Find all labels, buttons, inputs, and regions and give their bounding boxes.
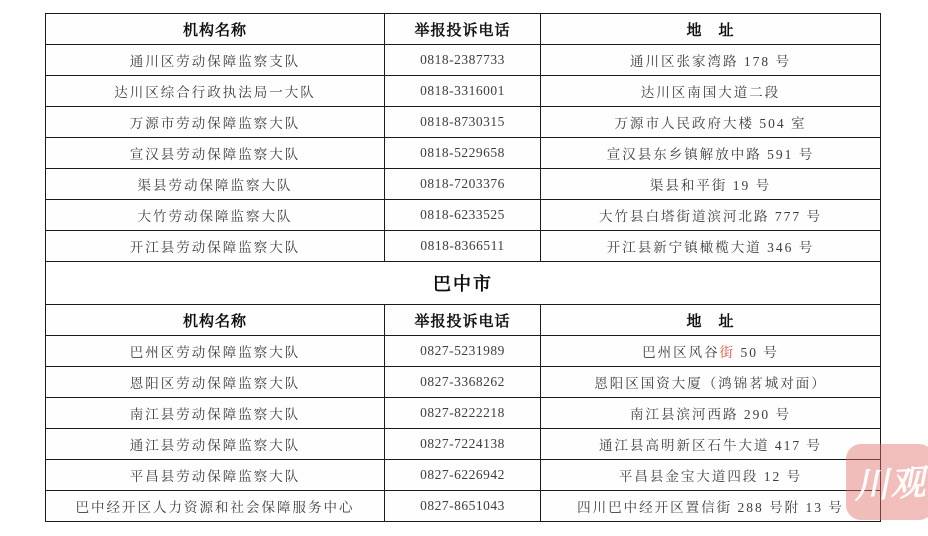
phone-cell: 0827-3368262 <box>385 367 541 398</box>
supervision-contact-table <box>45 13 881 522</box>
org-name-cell: 通江县劳动保障监察大队 <box>46 429 385 460</box>
org-name-cell: 通川区劳动保障监察支队 <box>46 45 385 76</box>
address-cell: 达川区南国大道二段 <box>541 76 881 107</box>
table-row <box>46 429 881 460</box>
org-name-cell: 大竹劳动保障监察大队 <box>46 200 385 231</box>
table-header-row <box>46 14 881 45</box>
address-cell: 平昌县金宝大道四段 12 号 <box>541 460 881 491</box>
section-title-bazhong: 巴中市 <box>46 262 881 305</box>
org-name-cell: 平昌县劳动保障监察大队 <box>46 460 385 491</box>
address-cell: 开江县新宁镇橄榄大道 346 号 <box>541 231 881 262</box>
table-row <box>46 398 881 429</box>
phone-cell: 0818-5229658 <box>385 138 541 169</box>
org-name-cell: 南江县劳动保障监察大队 <box>46 398 385 429</box>
address-cell: 通江县高明新区石牛大道 417 号 <box>541 429 881 460</box>
col-header-address: 地 址 <box>541 305 881 336</box>
table-row <box>46 491 881 522</box>
address-cell: 大竹县白塔街道滨河北路 777 号 <box>541 200 881 231</box>
org-name-cell: 巴州区劳动保障监察大队 <box>46 336 385 367</box>
address-cell: 南江县滨河西路 290 号 <box>541 398 881 429</box>
phone-cell: 0827-8651043 <box>385 491 541 522</box>
phone-cell: 0827-7224138 <box>385 429 541 460</box>
chuanguan-watermark-logo <box>846 444 928 520</box>
address-cell: 四川巴中经开区置信街 288 号附 13 号 <box>541 491 881 522</box>
phone-cell: 0827-6226942 <box>385 460 541 491</box>
org-name-cell: 宣汉县劳动保障监察大队 <box>46 138 385 169</box>
address-cell: 恩阳区国资大厦（鸿锦茗城对面） <box>541 367 881 398</box>
table-row <box>46 45 881 76</box>
address-cell: 渠县和平街 19 号 <box>541 169 881 200</box>
address-cell <box>541 336 881 367</box>
org-name-cell: 达川区综合行政执法局一大队 <box>46 76 385 107</box>
table-row <box>46 460 881 491</box>
org-name-cell: 渠县劳动保障监察大队 <box>46 169 385 200</box>
org-name-cell: 万源市劳动保障监察大队 <box>46 107 385 138</box>
org-name-cell: 恩阳区劳动保障监察大队 <box>46 367 385 398</box>
col-header-org: 机构名称 <box>46 14 385 45</box>
address-text: 巴州区风谷 <box>642 345 720 360</box>
phone-cell: 0818-8366511 <box>385 231 541 262</box>
address-cell: 万源市人民政府大楼 504 室 <box>541 107 881 138</box>
table-row <box>46 367 881 398</box>
address-text: 50 号 <box>735 345 779 360</box>
phone-cell: 0818-3316001 <box>385 76 541 107</box>
col-header-org: 机构名称 <box>46 305 385 336</box>
phone-cell: 0827-8222218 <box>385 398 541 429</box>
table-row <box>46 336 881 367</box>
phone-cell: 0818-6233525 <box>385 200 541 231</box>
col-header-phone: 举报投诉电话 <box>385 305 541 336</box>
col-header-address: 地 址 <box>541 14 881 45</box>
table-row <box>46 107 881 138</box>
table-row <box>46 169 881 200</box>
watermark-text: 川观 <box>853 463 928 506</box>
table-row <box>46 231 881 262</box>
address-cell: 宣汉县东乡镇解放中路 591 号 <box>541 138 881 169</box>
table-row <box>46 76 881 107</box>
highlighted-char: 街 <box>719 345 736 360</box>
org-name-cell: 巴中经开区人力资源和社会保障服务中心 <box>46 491 385 522</box>
col-header-phone: 举报投诉电话 <box>385 14 541 45</box>
address-cell: 通川区张家湾路 178 号 <box>541 45 881 76</box>
org-name-cell: 开江县劳动保障监察大队 <box>46 231 385 262</box>
phone-cell: 0827-5231989 <box>385 336 541 367</box>
phone-cell: 0818-7203376 <box>385 169 541 200</box>
table-row <box>46 200 881 231</box>
section-title-row <box>46 262 881 305</box>
phone-cell: 0818-2387733 <box>385 45 541 76</box>
table-header-row <box>46 305 881 336</box>
table-row <box>46 138 881 169</box>
phone-cell: 0818-8730315 <box>385 107 541 138</box>
